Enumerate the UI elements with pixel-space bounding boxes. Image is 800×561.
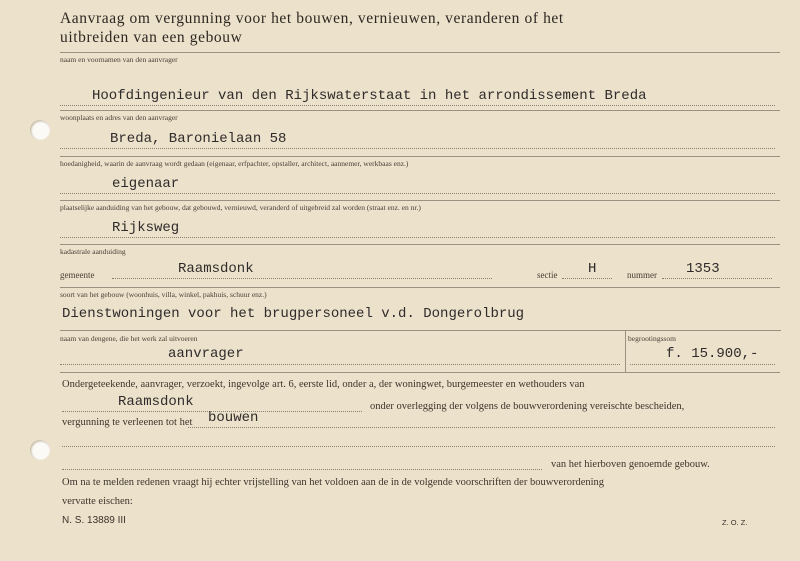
divider [60, 372, 780, 373]
divider [60, 200, 780, 201]
form-title-line2: uitbreiden van een gebouw [60, 29, 243, 46]
statement-line1: Ondergeteekende, aanvrager, verzoekt, ingevolge art. 6, eerste lid, onder a, der woningwet, burgemeester en wethouders van [62, 379, 585, 390]
form-code: N. S. 13889 III [62, 515, 126, 526]
dotted-line [630, 364, 775, 365]
statement-line3: vergunning te verleenen tot het [62, 417, 193, 428]
divider [60, 244, 780, 245]
dotted-line [662, 278, 772, 279]
statement-line6: vervatte eischen: [62, 496, 133, 507]
statement-line4: van het hierboven genoemde gebouw. [551, 459, 710, 470]
location-label: plaatselijke aanduiding van het gebouw, dat gebouwd, vernieuwd, veranderd of uitgebreid zal worden (straat enz. en nr.) [60, 203, 421, 212]
sectie-label: sectie [537, 270, 558, 280]
gemeente-field[interactable]: Raamsdonk [178, 261, 254, 277]
type-label: soort van het gebouw (woonhuis, villa, winkel, pakhuis, schuur enz.) [60, 290, 267, 299]
capacity-label: hoedanigheid, waarin de aanvraag wordt gedaan (eigenaar, erfpachter, opstaller, architect, aannemer, werkbaas enz.) [60, 159, 409, 168]
budget-label: begrootingssom [628, 334, 676, 343]
gemeente-label: gemeente [60, 270, 95, 280]
dotted-line [62, 446, 775, 447]
statement-line2: onder overlegging der volgens de bouwverordening vereischte bescheiden, [370, 401, 685, 412]
divider [60, 287, 780, 288]
divider [60, 156, 780, 157]
address-label: woonplaats en adres van den aanvrager [60, 113, 178, 122]
applicant-label: naam en voornamen van den aanvrager [60, 55, 178, 64]
dotted-line [62, 469, 542, 470]
applicant-field[interactable]: Hoofdingenieur van den Rijkswaterstaat in het arrondissement Breda [92, 88, 647, 104]
nummer-field[interactable]: 1353 [686, 261, 720, 277]
dotted-line [112, 278, 492, 279]
action-field[interactable]: bouwen [208, 410, 259, 426]
form-title-line1: Aanvraag om vergunning voor het bouwen, vernieuwen, veranderen of het [60, 10, 564, 27]
type-field[interactable]: Dienstwoningen voor het brugpersoneel v.d. Dongerolbrug [62, 306, 525, 322]
dotted-line [60, 237, 775, 238]
statement-line5: Om na te melden redenen vraagt hij echter vrijstelling van het voldoen aan de in de volgende voorschriften der bouwverordening [62, 477, 605, 488]
dotted-line [60, 193, 775, 194]
dotted-line [562, 278, 612, 279]
punch-hole [30, 440, 50, 460]
dotted-line [188, 427, 775, 428]
executor-field[interactable]: aanvrager [168, 346, 244, 362]
sectie-field[interactable]: H [588, 261, 597, 277]
address-field[interactable]: Breda, Baronielaan 58 [110, 131, 287, 147]
nummer-label: nummer [627, 270, 657, 280]
executor-label: naam van dengene, die het werk zal uitvoeren [60, 334, 198, 343]
capacity-field[interactable]: eigenaar [112, 176, 180, 192]
dotted-line [60, 148, 775, 149]
municipality-field[interactable]: Raamsdonk [118, 394, 194, 410]
divider [60, 110, 780, 111]
turn-over-note: Z. O. Z. [722, 518, 748, 527]
location-field[interactable]: Rijksweg [112, 220, 180, 236]
dotted-line [60, 105, 775, 106]
budget-field[interactable]: f. 15.900,- [666, 346, 759, 362]
cadastral-label: kadastrale aanduiding [60, 247, 126, 256]
punch-hole [30, 120, 50, 140]
dotted-line [60, 364, 620, 365]
divider [60, 52, 780, 53]
